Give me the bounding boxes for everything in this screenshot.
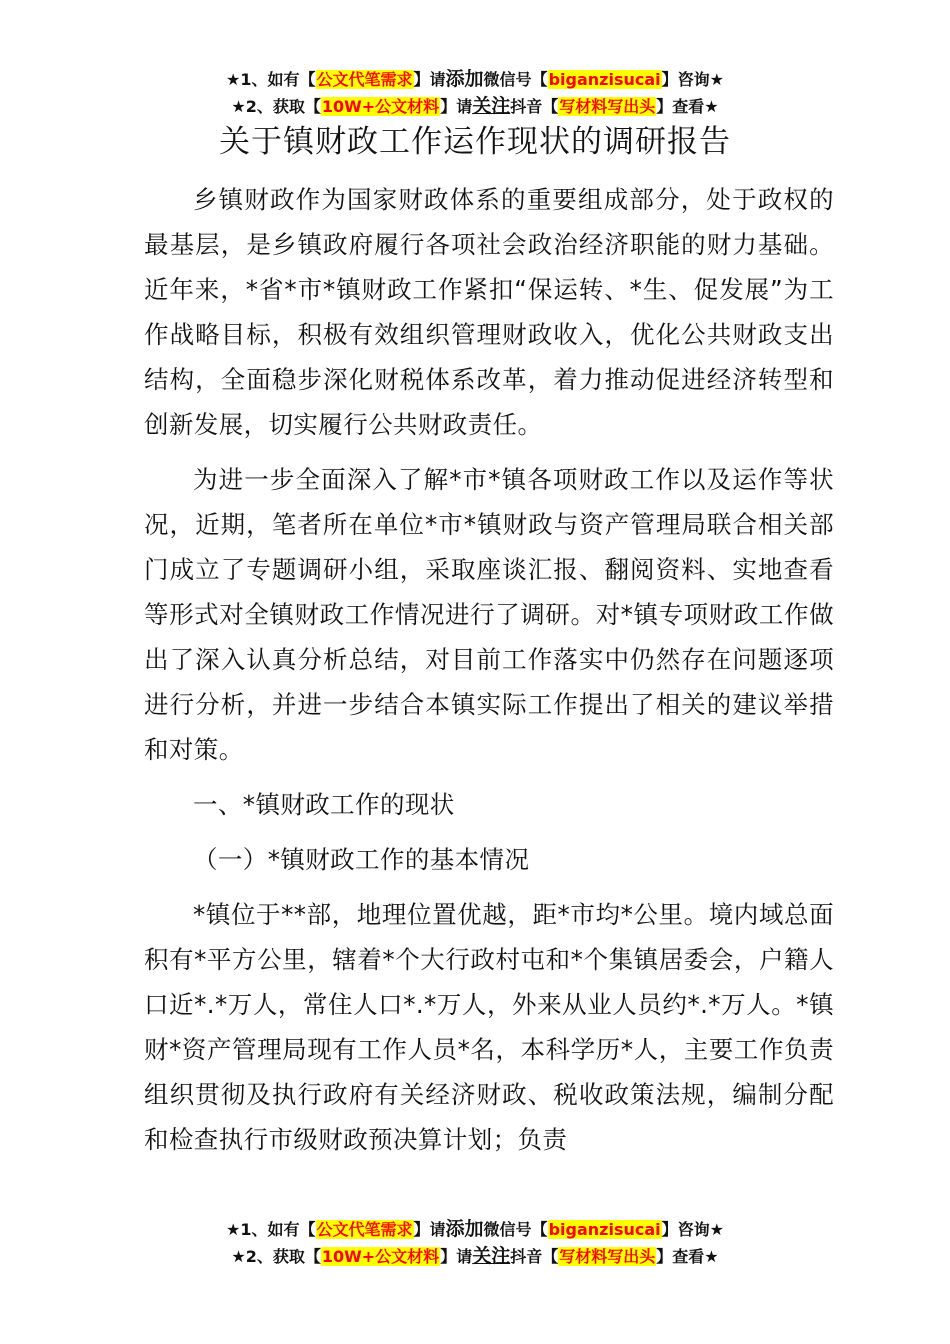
banner-line-2 [0, 93, 950, 120]
banner-highlight: 写材料写出头 [559, 1247, 656, 1266]
banner-highlight: 写材料写出头 [559, 97, 656, 116]
banner-text: 】请 [413, 1220, 446, 1239]
paragraph: 乡镇财政作为国家财政体系的重要组成部分，处于政权的最基层，是乡镇政府履行各项社会政治经济职能的财力基础。近年来，*省*市*镇财政工作紧扣“保运转、*生、促发展”为工作战略目标，积极有效组织管理财政收入，优化公共财政支出结构，全面稳步深化财税体系改革，着力推动促进经济转型和创新发展，切实履行公共财政责任。 [144, 185, 834, 439]
banner-emphasis: 添加 [445, 68, 484, 90]
banner-highlight: 公文代笔需求 [316, 1220, 413, 1239]
banner-text: 】查看★ [656, 97, 719, 116]
banner-text: ★2、获取【 [231, 97, 321, 116]
paragraph: *镇位于**部，地理位置优越，距*市均*公里。境内域总面积有*平方公里，辖着*个大行政村屯和*个集镇居委会，户籍人口近*.*万人，常住人口*.*万人，外来从业人员约*.*万人。*镇财*资产管理局现有工作人员*名，本科学历*人，主要工作负责组织贯彻及执行政府有关经济财政、税收政策法规，编制分配和检查执行市级财政预决算计划；负责 [144, 900, 834, 1154]
header-banner [0, 66, 950, 120]
section-heading: 一、*镇财政工作的现状 [193, 790, 455, 819]
banner-text: 抖音【 [510, 97, 559, 116]
banner-text: 】请 [413, 70, 446, 89]
banner-emphasis: 关注 [472, 95, 511, 117]
banner-text: 】请 [440, 1247, 473, 1266]
banner-text: ★1、如有【 [226, 70, 316, 89]
banner-text: ★2、获取【 [231, 1247, 321, 1266]
banner-text: 】咨询★ [661, 70, 724, 89]
banner-text: 】查看★ [656, 1247, 719, 1266]
banner-text: 】请 [440, 97, 473, 116]
banner-highlight: biganzisucai [548, 1220, 661, 1239]
subsection-heading: （一）*镇财政工作的基本情况 [193, 845, 530, 874]
banner-highlight: 10W+公文材料 [321, 97, 440, 116]
document-title: 关于镇财政工作运作现状的调研报告 [219, 124, 731, 160]
banner-highlight: biganzisucai [548, 70, 661, 89]
banner-line-2 [0, 1243, 950, 1270]
banner-text: 微信号【 [483, 1220, 548, 1239]
banner-line-1 [0, 1216, 950, 1243]
document-body [144, 177, 834, 1162]
banner-emphasis: 关注 [472, 1245, 511, 1267]
footer-banner [0, 1216, 950, 1270]
banner-text: ★1、如有【 [226, 1220, 316, 1239]
banner-highlight: 公文代笔需求 [316, 70, 413, 89]
banner-emphasis: 添加 [445, 1218, 484, 1240]
banner-line-1 [0, 66, 950, 93]
banner-text: 抖音【 [510, 1247, 559, 1266]
paragraph: 为进一步全面深入了解*市*镇各项财政工作以及运作等状况，近期，笔者所在单位*市*镇财政与资产管理局联合相关部门成立了专题调研小组，采取座谈汇报、翻阅资料、实地查看等形式对全镇财政工作情况进行了调研。对*镇专项财政工作做出了深入认真分析总结，对目前工作落实中仍然存在问题逐项进行分析，并进一步结合本镇实际工作提出了相关的建议举措和对策。 [144, 465, 834, 764]
banner-text: 微信号【 [483, 70, 548, 89]
banner-highlight: 10W+公文材料 [321, 1247, 440, 1266]
banner-text: 】咨询★ [661, 1220, 724, 1239]
